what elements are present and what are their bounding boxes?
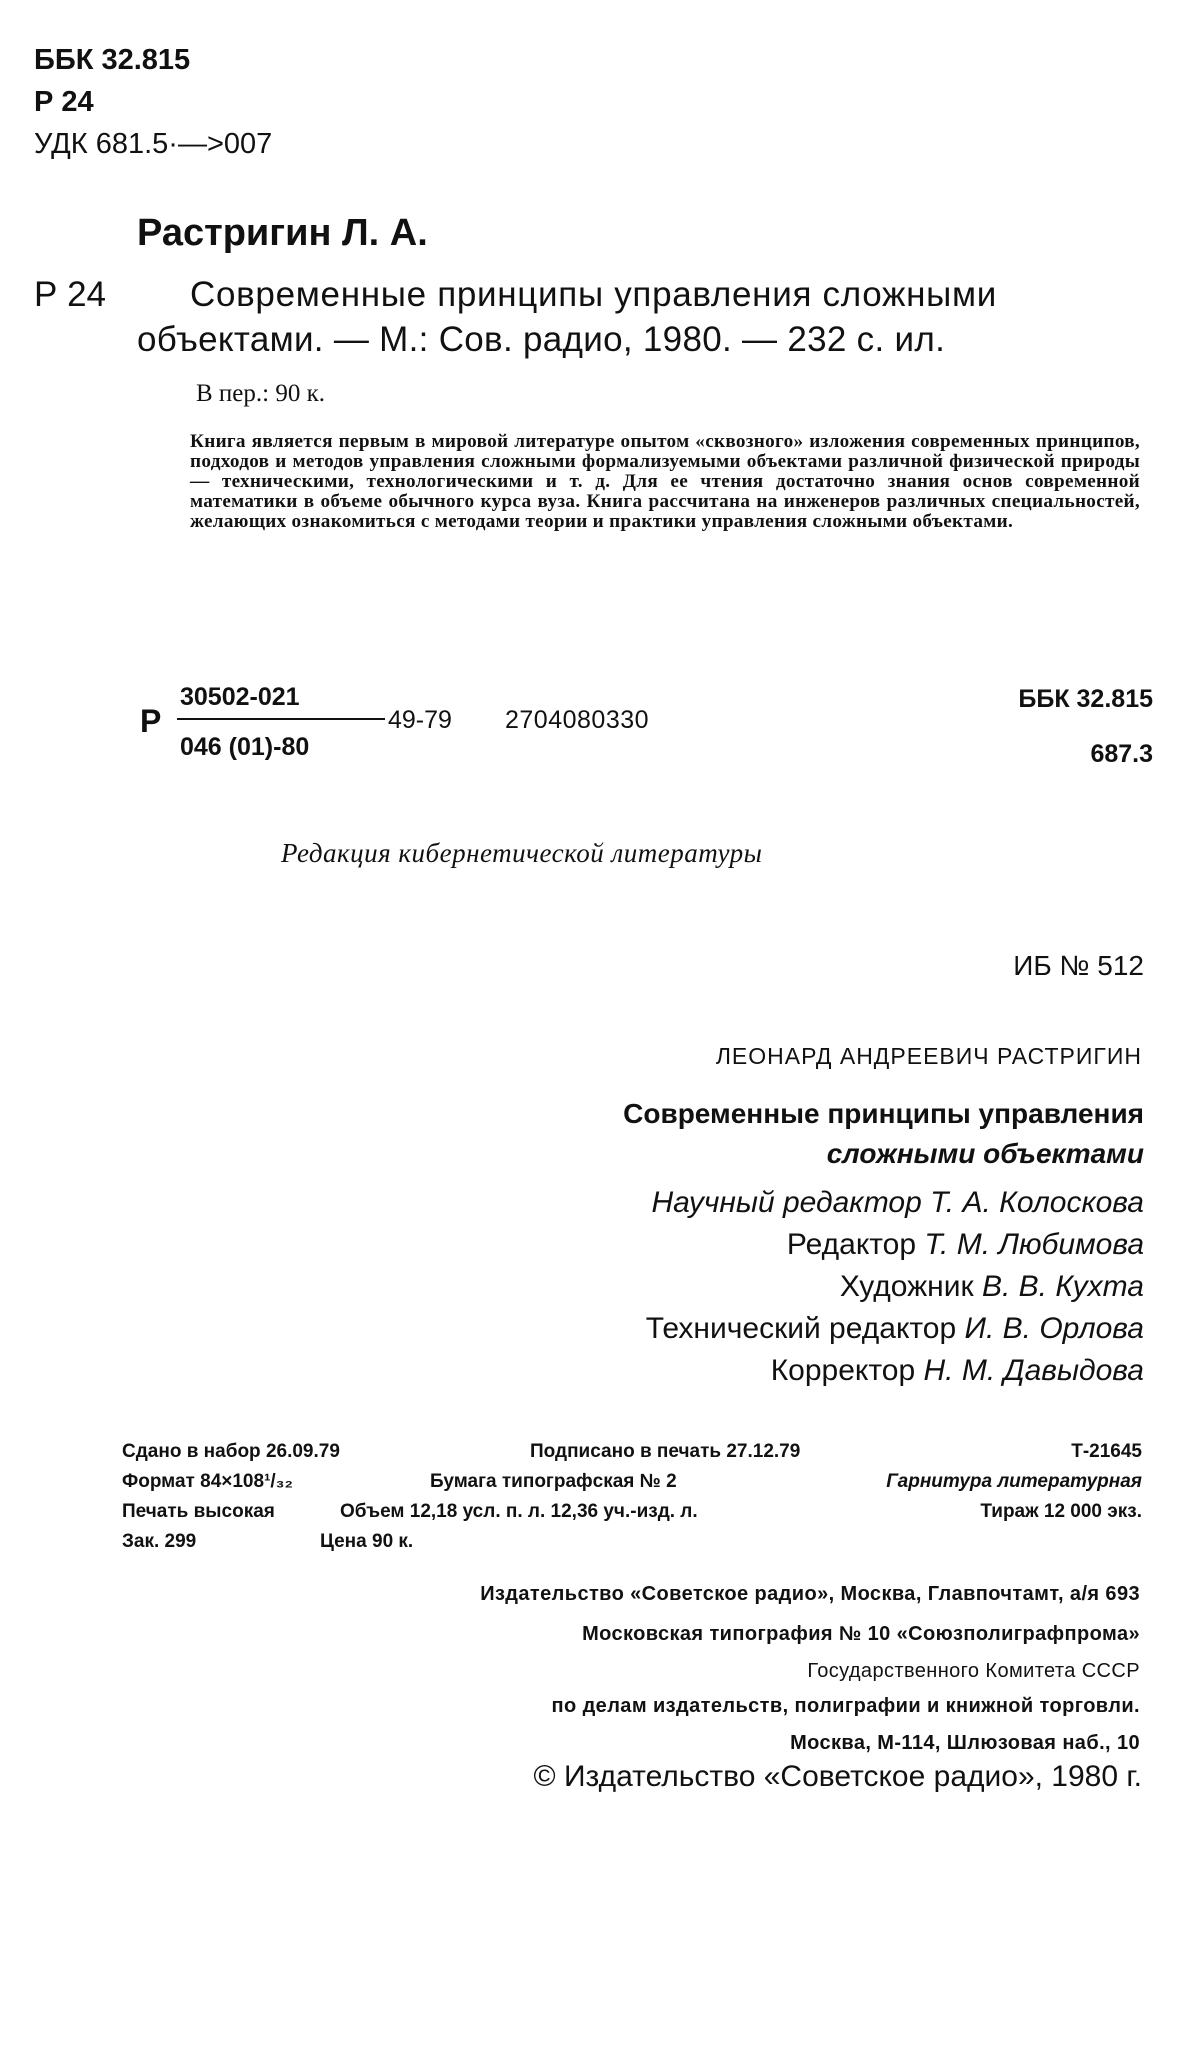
copyright-notice: © Издательство «Советское радио», 1980 г. <box>533 1760 1142 1793</box>
credit-name: Н. М. Давыдова <box>923 1354 1144 1387</box>
title-line-1: Современные принципы управления сложными <box>190 275 998 314</box>
printing-house: Московская типография № 10 «Союзполиграфпрома» <box>582 1623 1140 1645</box>
credit-name: Т. А. Колоскова <box>930 1186 1144 1219</box>
publisher-address: Издательство «Советское радио», Москва, Главпочтамт, а/я 693 <box>480 1583 1140 1605</box>
printing-house-committee: Государственного Комитета СССР <box>807 1660 1140 1682</box>
author-name: Растригин Л. А. <box>137 212 428 254</box>
author-full-name: ЛЕОНАРД АНДРЕЕВИЧ РАСТРИГИН <box>715 1043 1142 1069</box>
credit-editor <box>787 1228 1144 1262</box>
price: В пер.: 90 к. <box>196 380 325 407</box>
format: Формат 84×108¹/₃₂ <box>122 1471 293 1492</box>
credit-role: Технический редактор <box>645 1312 957 1345</box>
credit-role: Корректор <box>770 1354 916 1387</box>
credit-artist <box>840 1270 1144 1304</box>
code-suffix: 49-79 <box>388 706 452 734</box>
printing-house-address: Москва, М-114, Шлюзовая наб., 10 <box>790 1732 1140 1754</box>
credit-role: Редактор <box>786 1228 917 1261</box>
bbk-right: ББК 32.815 <box>1018 685 1153 713</box>
printing-house-department: по делам издательств, полиграфии и книжной торговли. <box>551 1695 1140 1717</box>
bbk-code: ББК 32.815 <box>34 44 191 76</box>
credit-scientific-editor <box>651 1186 1144 1220</box>
annotation-text: Книга является первым в мировой литературе опытом «сквозного» изложения современных принципов, подходов и методов управления сложными формализуемыми объектами различной физической природы — техническими, технологическими и т. д. Для ее чтения достаточно знания основ современной математики в объеме обычного курса вуза. Книга рассчитана на инженеров различных специальностей, желающих ознакомиться с методами теории и практики управления сложными объектами. <box>190 431 1140 532</box>
title-line-2: объектами. — М.: Сов. радио, 1980. — 232 с. ил. <box>137 320 946 359</box>
credit-name: Т. М. Любимова <box>924 1228 1144 1261</box>
catalog-code: Р 24 <box>34 275 106 314</box>
bbk-right-secondary: 687.3 <box>1090 740 1153 768</box>
volume: Объем 12,18 усл. п. л. 12,36 уч.-изд. л. <box>340 1501 698 1522</box>
submitted-date: Сдано в набор 26.09.79 <box>122 1441 340 1462</box>
editorial-office: Редакция кибернетической литературы <box>281 838 763 868</box>
isbn-code: 2704080330 <box>505 706 650 734</box>
udk-code: УДК 681.5·—>007 <box>34 128 273 160</box>
title-repeat-line-2: сложными объектами <box>826 1138 1144 1169</box>
t-code: Т-21645 <box>1071 1441 1142 1462</box>
order-number: Зак. 299 <box>122 1531 197 1552</box>
ib-number: ИБ № 512 <box>1013 950 1144 981</box>
typeface: Гарнитура литературная <box>886 1471 1142 1492</box>
code-denominator: 046 (01)-80 <box>180 733 310 761</box>
credit-name: В. В. Кухта <box>981 1270 1144 1303</box>
printing: Печать высокая <box>122 1501 275 1522</box>
credit-technical-editor <box>646 1312 1144 1346</box>
credit-proofreader <box>771 1354 1144 1388</box>
cost: Цена 90 к. <box>320 1531 414 1552</box>
credit-role: Научный редактор <box>651 1186 922 1219</box>
author-mark: Р 24 <box>34 86 94 118</box>
print-run: Тираж 12 000 экз. <box>980 1501 1142 1522</box>
credit-name: И. В. Орлова <box>964 1312 1144 1345</box>
paper: Бумага типографская № 2 <box>430 1471 677 1492</box>
fraction-line <box>177 718 385 720</box>
annotation <box>190 432 1140 532</box>
credit-role: Художник <box>839 1270 974 1303</box>
signed-date: Подписано в печать 27.12.79 <box>530 1441 801 1462</box>
title-repeat-line-1: Современные принципы управления <box>623 1098 1144 1129</box>
code-numerator: 30502-021 <box>180 683 300 711</box>
code-letter: Р <box>140 703 162 739</box>
